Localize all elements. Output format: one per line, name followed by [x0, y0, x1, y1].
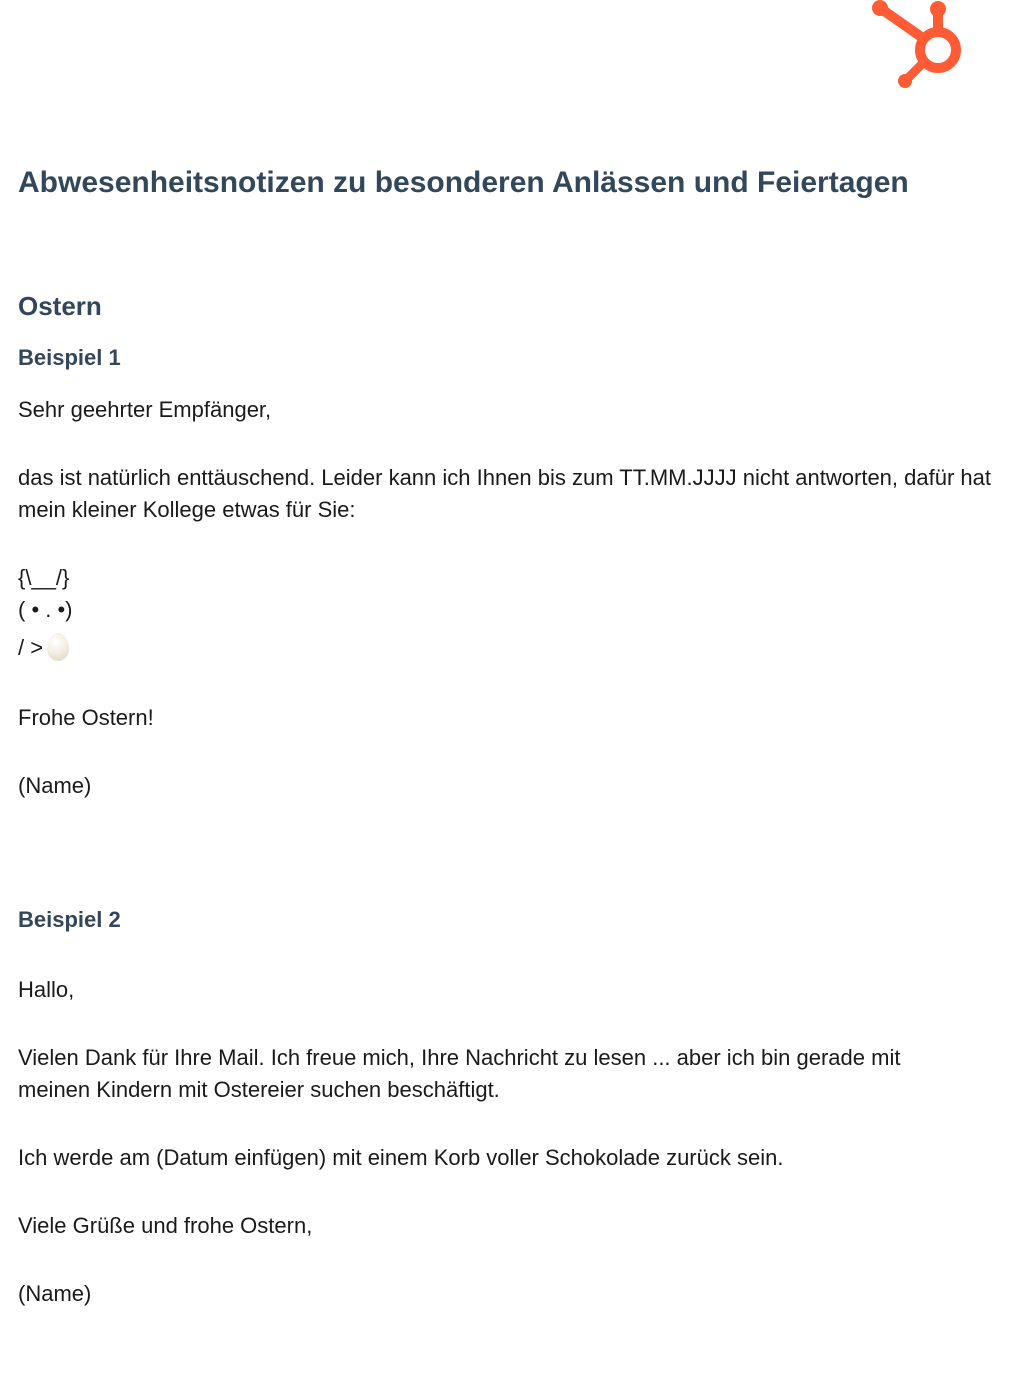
example-1-greeting: Sehr geehrter Empfänger,: [18, 397, 272, 422]
example-1-body: das ist natürlich enttäuschend. Leider kann ich Ihnen bis zum TT.MM.JJJJ nicht antworten, dafür hat mein kleiner Kollege etwas für Sie:: [18, 465, 991, 522]
example-2-body-1: Vielen Dank für Ihre Mail. Ich freue mich, Ihre Nachricht zu lesen ... aber ich bin gerade mit meinen Kindern mit Ostereier suchen beschäftigt.: [18, 1045, 901, 1102]
example-2-heading: Beispiel 2: [18, 907, 121, 932]
page-title: Abwesenheitsnotizen zu besonderen Anlässen und Feiertagen: [18, 166, 909, 199]
example-2-greeting: Hallo,: [18, 977, 75, 1002]
bunny-ascii-line-3-row: [18, 632, 69, 664]
example-1-closing: Frohe Ostern!: [18, 705, 154, 730]
example-1-signature: (Name): [18, 773, 92, 798]
example-2-closing: Viele Grüße und frohe Ostern,: [18, 1213, 313, 1238]
hubspot-sprocket-icon: [866, 0, 966, 92]
bunny-ascii-line-1: {\__/}: [18, 565, 70, 590]
egg-icon: [47, 633, 69, 661]
bunny-ascii-line-2: ( • . •): [18, 597, 73, 622]
example-2-signature: (Name): [18, 1281, 92, 1306]
example-1-heading: Beispiel 1: [18, 345, 121, 370]
bunny-ascii-line-3: / >: [18, 635, 44, 660]
section-title: Ostern: [18, 291, 102, 321]
example-2-body-2: Ich werde am (Datum einfügen) mit einem Korb voller Schokolade zurück sein.: [18, 1145, 784, 1170]
